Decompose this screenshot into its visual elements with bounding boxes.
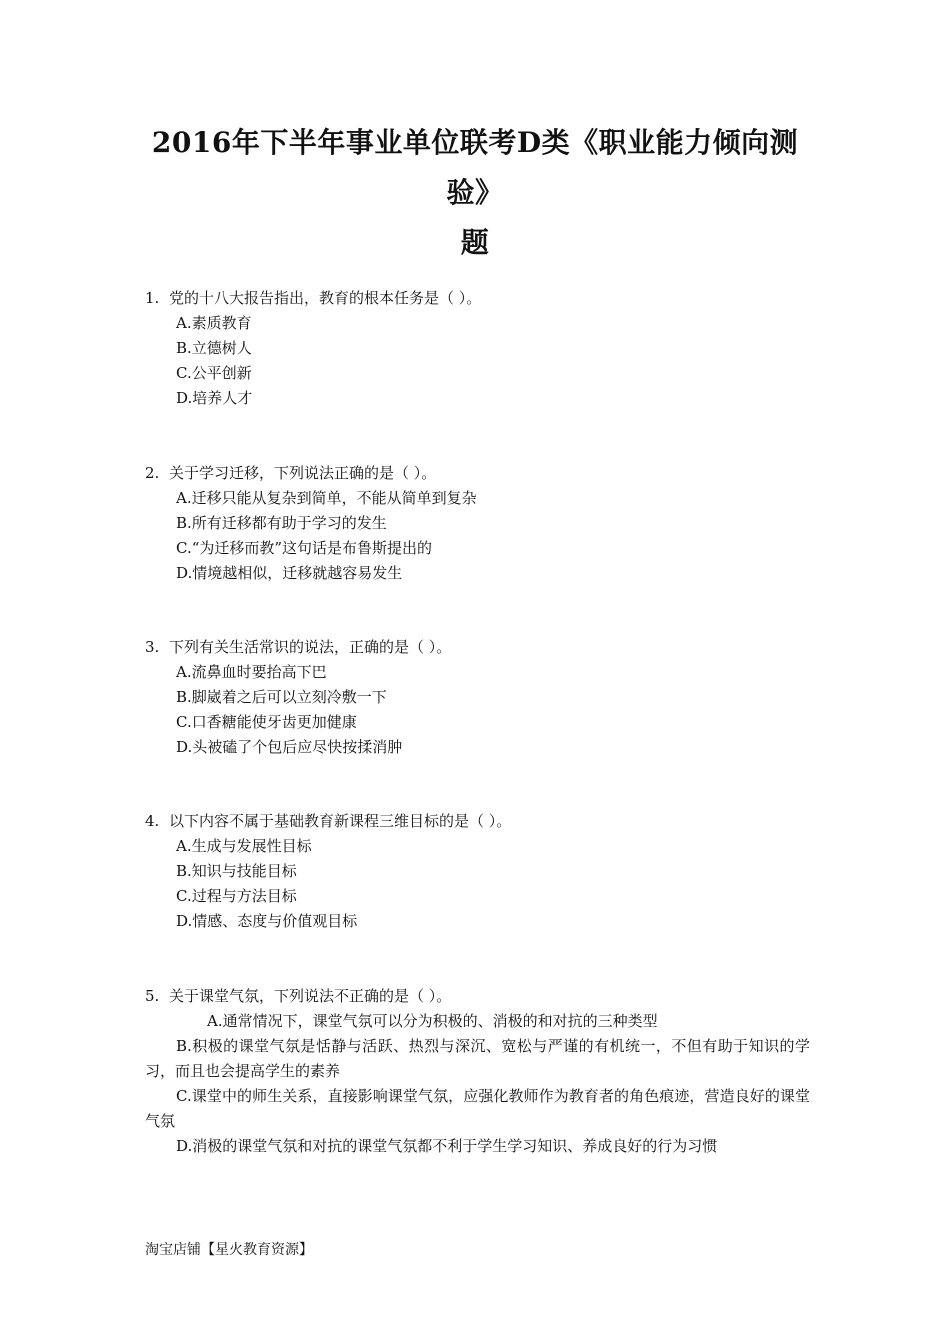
question-text: 关于学习迁移，下列说法正确的是（ ）。 — [169, 464, 437, 482]
question-1 — [145, 286, 810, 411]
option-b: B.立德树人 — [176, 339, 252, 357]
question-number: 3. — [145, 638, 160, 656]
option-c: C.课堂中的师生关系，直接影响课堂气氛，应强化教师作为教育者的角色痕迹，营造良好的课堂气氛 — [145, 1087, 810, 1130]
question-text: 下列有关生活常识的说法，正确的是（ ）。 — [169, 638, 452, 656]
option-c: C.“为迁移而教”这句话是布鲁斯提出的 — [176, 539, 433, 557]
question-text: 党的十八大报告指出，教育的根本任务是（ ）。 — [169, 289, 482, 307]
question-3 — [145, 635, 810, 760]
page-title-line-1: 2016年下半年事业单位联考D类《职业能力倾向测验》 — [151, 126, 799, 209]
option-d: D.情境越相似，迁移就越容易发生 — [176, 564, 403, 582]
option-a: A.流鼻血时要抬高下巴 — [176, 663, 327, 681]
question-4 — [145, 809, 810, 934]
question-stem — [145, 461, 810, 486]
option-b: B.知识与技能目标 — [176, 862, 297, 880]
question-number: 4. — [145, 812, 160, 830]
question-number: 1. — [145, 289, 160, 307]
option-d: D.头被磕了个包后应尽快按揉消肿 — [176, 738, 403, 756]
question-stem — [145, 286, 810, 311]
question-stem — [145, 809, 810, 834]
option-c: C.公平创新 — [176, 364, 252, 382]
option-d: D.情感、态度与价值观目标 — [176, 912, 358, 930]
option-b: B.脚崴着之后可以立刻冷敷一下 — [176, 688, 387, 706]
question-number: 2. — [145, 464, 160, 482]
option-a: A.生成与发展性目标 — [176, 837, 312, 855]
question-text: 关于课堂气氛，下列说法不正确的是（ ）。 — [169, 987, 452, 1005]
option-d: D.消极的课堂气氛和对抗的课堂气氛都不利于学生学习知识、养成良好的行为习惯 — [176, 1137, 718, 1155]
option-b: B.所有迁移都有助于学习的发生 — [176, 514, 387, 532]
option-c: C.口香糖能使牙齿更加健康 — [176, 713, 357, 731]
question-5 — [145, 984, 810, 1159]
question-number: 5. — [145, 987, 160, 1005]
option-a: A.迁移只能从复杂到简单，不能从简单到复杂 — [176, 489, 477, 507]
footer-shop-note: 淘宝店铺【星火教育资源】 — [145, 1242, 313, 1258]
option-d: D.培养人才 — [176, 389, 253, 407]
question-stem — [145, 635, 810, 660]
question-text: 以下内容不属于基础教育新课程三维目标的是（ ）。 — [169, 812, 512, 830]
page-title-line-2: 题 — [460, 226, 490, 259]
option-a: A.通常情况下，课堂气氛可以分为积极的、消极的和对抗的三种类型 — [207, 1012, 658, 1030]
question-2 — [145, 461, 810, 586]
question-stem — [145, 984, 810, 1009]
option-a: A.素质教育 — [176, 314, 252, 332]
option-c: C.过程与方法目标 — [176, 887, 297, 905]
page-title — [140, 118, 810, 268]
option-b: B.积极的课堂气氛是恬静与活跃、热烈与深沉、宽松与严谨的有机统一，不但有助于知识的学习，而且也会提高学生的素养 — [145, 1037, 810, 1080]
